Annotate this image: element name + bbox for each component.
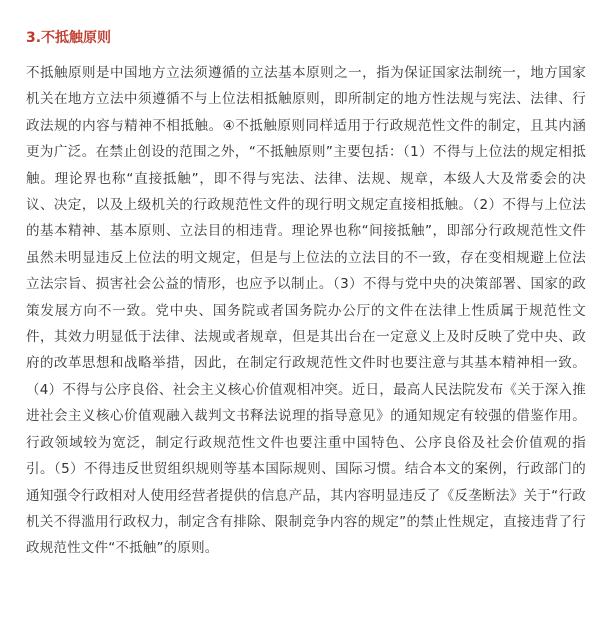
section-title: 3.不抵触原则 xyxy=(26,30,112,46)
document-page xyxy=(26,28,586,562)
section-paragraph: 不抵触原则是中国地方立法须遵循的立法基本原则之一，指为保证国家法制统一，地方国家机关在地方立法中须遵循不与上位法相抵触原则，即所制定的地方性法规与宪法、法律、行政法规的内容与精神不相抵触。④不抵触原则同样适用于行政规范性文件的制定，且其内涵更为广泛。在禁止创设的范围之外，“不抵触原则”主要包括：（1）不得与上位法的规定相抵触。理论界也称“直接抵触”，即不得与宪法、法律、法规、规章，本级人大及常委会的决议、决定，以及上级机关的行政规范性文件的现行明文规定直接相抵触。（2）不得与上位法的基本精神、基本原则、立法目的相违背。理论界也称“间接抵触”，即部分行政规范性文件虽然未明显违反上位法的明文规定，但是与上位法的立法目的不一致，存在变相规避上位法立法宗旨、损害社会公益的情形，也应予以制止。（3）不得与党中央的决策部署、国家的政策发展方向不一致。党中央、国务院或者国务院办公厅的文件在法律上性质属于规范性文件，其效力明显低于法律、法规或者规章，但是其出台在一定意义上及时反映了党中央、政府的改革思想和战略举措，因此，在制定行政规范性文件时也要注意与其基本精神相一致。（4）不得与公序良俗、社会主义核心价值观相冲突。近日，最高人民法院发布《关于深入推进社会主义核心价值观融入裁判文书释法说理的指导意见》的通知规定有较强的借鉴作用。行政领域较为宽泛，制定行政规范性文件也要注重中国特色、公序良俗及社会价值观的指引。（5）不得违反世贸组织规则等基本国际规则、国际习惯。结合本文的案例，行政部门的通知强令行政相对人使用经营者提供的信息产品，其内容明显违反了《反垄断法》关于“行政机关不得滥用行政权力，制定含有排除、限制竞争内容的规定”的禁止性规定，直接违背了行政规范性文件“不抵触”的原则。 xyxy=(26,65,586,557)
